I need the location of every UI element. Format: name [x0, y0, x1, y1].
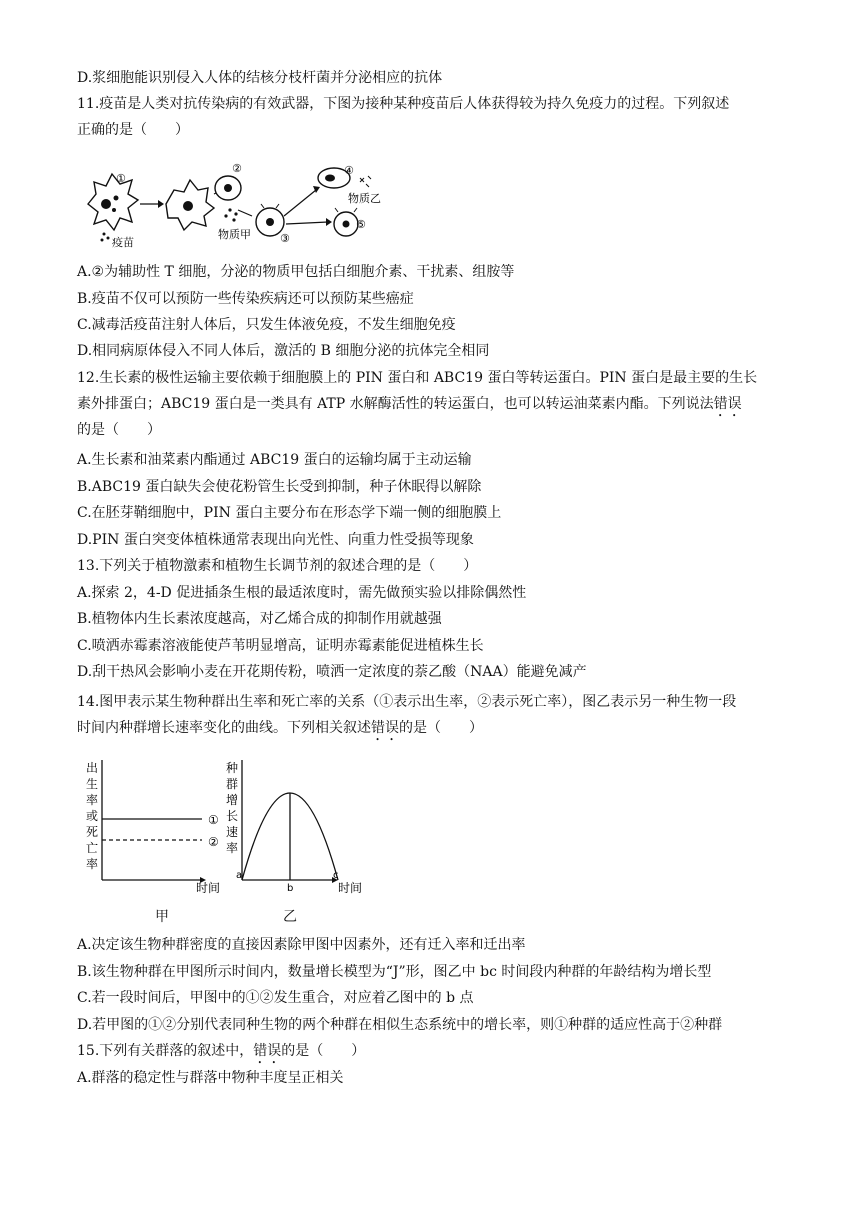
fig-jia-birth-death-rate [80, 758, 243, 898]
q11-stem-line1: 11.疫苗是人类对抗传染病的有效武器，下图为接种某种疫苗后人体获得较为持久免疫力的过程。下列叙述 [77, 96, 730, 112]
jia-label-1: ① [208, 813, 219, 827]
q10-option-d: D.浆细胞能识别侵入人体的结核分枝杆菌并分泌相应的抗体 [77, 70, 443, 86]
svg-text:死: 死 [86, 825, 99, 839]
antigen-presenting-cell [88, 174, 138, 230]
svg-text:增: 增 [226, 793, 239, 807]
emphasis-error: 错误 [713, 396, 742, 412]
q12-option-b: B.ABC19 蛋白缺失会使花粉管生长受到抑制，种子休眠得以解除 [77, 479, 482, 495]
emphasis-error: 错误 [253, 1043, 282, 1059]
substance-b-label: 物质乙 [348, 192, 381, 205]
q11-stem-line2: 正确的是（ ） [77, 122, 189, 138]
svg-text:率: 率 [86, 857, 99, 871]
q11-option-a: A.②为辅助性 T 细胞，分泌的物质甲包括白细胞介素、干扰素、组胺等 [77, 264, 515, 280]
label-4: ④ [344, 164, 354, 177]
q13-option-c: C.喷洒赤霉素溶液能使芦苇明显增高，证明赤霉素能促进植株生长 [77, 638, 484, 654]
q14-stem-line1: 14.图甲表示某生物种群出生率和死亡率的关系（①表示出生率，②表示死亡率），图乙表示另一种生物一段 [77, 694, 737, 710]
fig-jia-caption: 甲 [155, 909, 169, 925]
q12-stem-line2: 素外排蛋白；ABC19 蛋白是一类具有 ATP 水解酶活性的转运蛋白，也可以转运油菜素内酯。下列说法错误 [77, 396, 742, 412]
yi-point-b: b [287, 883, 294, 894]
vaccine-label: 疫苗 [112, 236, 134, 249]
jia-label-2: ② [208, 835, 219, 849]
jia-y-label [86, 760, 98, 871]
yi-x-label: 时间 [338, 881, 363, 895]
q14-stem-line2: 时间内种群增长速率变化的曲线。下列相关叙述错误的是（ ） [77, 720, 483, 736]
label-2: ② [232, 162, 242, 175]
svg-text:率: 率 [226, 841, 239, 855]
q13-option-d: D.刮干热风会影响小麦在开花期传粉，喷洒一定浓度的萘乙酸（NAA）能避免减产 [77, 664, 587, 680]
svg-text:生: 生 [86, 777, 99, 791]
svg-text:或: 或 [86, 809, 99, 823]
q13-option-b: B.植物体内生长素浓度越高，对乙烯合成的抑制作用就越强 [77, 611, 442, 627]
q12-option-a: A.生长素和油菜素内酯通过 ABC19 蛋白的运输均属于主动运输 [77, 452, 472, 468]
svg-text:群: 群 [226, 777, 239, 791]
q11-option-d: D.相同病原体侵入不同人体后，激活的 B 细胞分泌的抗体完全相同 [77, 343, 490, 359]
svg-text:亡: 亡 [86, 841, 99, 855]
q13-stem: 13.下列关于植物激素和植物生长调节剂的叙述合理的是（ ） [77, 558, 478, 574]
substance-a-label: 物质甲 [218, 228, 251, 241]
svg-text:出: 出 [86, 761, 99, 775]
label-5: ⑤ [356, 218, 366, 231]
jia-x-label: 时间 [196, 881, 221, 895]
emphasis-error: 错误 [371, 720, 399, 736]
q15-stem: 15.下列有关群落的叙述中，错误的是（ ） [77, 1043, 366, 1059]
q12-option-c: C.在胚芽鞘细胞中，PIN 蛋白主要分布在形态学下端一侧的细胞膜上 [77, 505, 502, 521]
label-3: ③ [280, 232, 290, 245]
presenting-cell-2 [166, 180, 214, 230]
q14-option-d: D.若甲图的①②分别代表同种生物的两个种群在相似生态系统中的增长率，则①种群的适应性高于②种群 [77, 1017, 723, 1033]
yi-point-c: c [333, 870, 339, 881]
svg-text:率: 率 [86, 793, 99, 807]
q14-option-c: C.若一段时间后，甲图中的①②发生重合，对应着乙图中的 b 点 [77, 990, 474, 1006]
q11-option-b: B.疫苗不仅可以预防一些传染疾病还可以预防某些癌症 [77, 291, 414, 307]
q12-stem-line1: 12.生长素的极性运输主要依赖于细胞膜上的 PIN 蛋白和 ABC19 蛋白等转运蛋白。PIN 蛋白是最主要的生长 [77, 370, 758, 386]
q13-option-a: A.探索 2，4-D 促进插条生根的最适浓度时，需先做预实验以排除偶然性 [77, 585, 527, 601]
q14-option-b: B.该生物种群在甲图所示时间内，数量增长模型为“J”形，图乙中 bc 时间段内种群的年龄结构为增长型 [77, 964, 712, 980]
q11-option-c: C.减毒活疫苗注射人体后，只发生体液免疫，不发生细胞免疫 [77, 317, 456, 333]
q14-option-a: A.决定该生物种群密度的直接因素除甲图中因素外，还有迁入率和迁出率 [77, 937, 526, 953]
yi-point-a: a [236, 870, 243, 881]
q12-option-d: D.PIN 蛋白突变体植株通常表现出向光性、向重力性受损等现象 [77, 532, 474, 548]
svg-text:长: 长 [226, 809, 239, 823]
svg-text:种: 种 [226, 761, 239, 775]
fig-yi-growth-rate [226, 758, 372, 898]
svg-text:速: 速 [226, 825, 239, 839]
fig-yi-caption: 乙 [283, 909, 297, 925]
q12-stem-line3: 的是（ ） [77, 422, 161, 438]
q11-immune-figure [80, 160, 380, 252]
q15-option-a: A.群落的稳定性与群落中物种丰度呈正相关 [77, 1070, 344, 1086]
label-1: ① [116, 172, 126, 185]
